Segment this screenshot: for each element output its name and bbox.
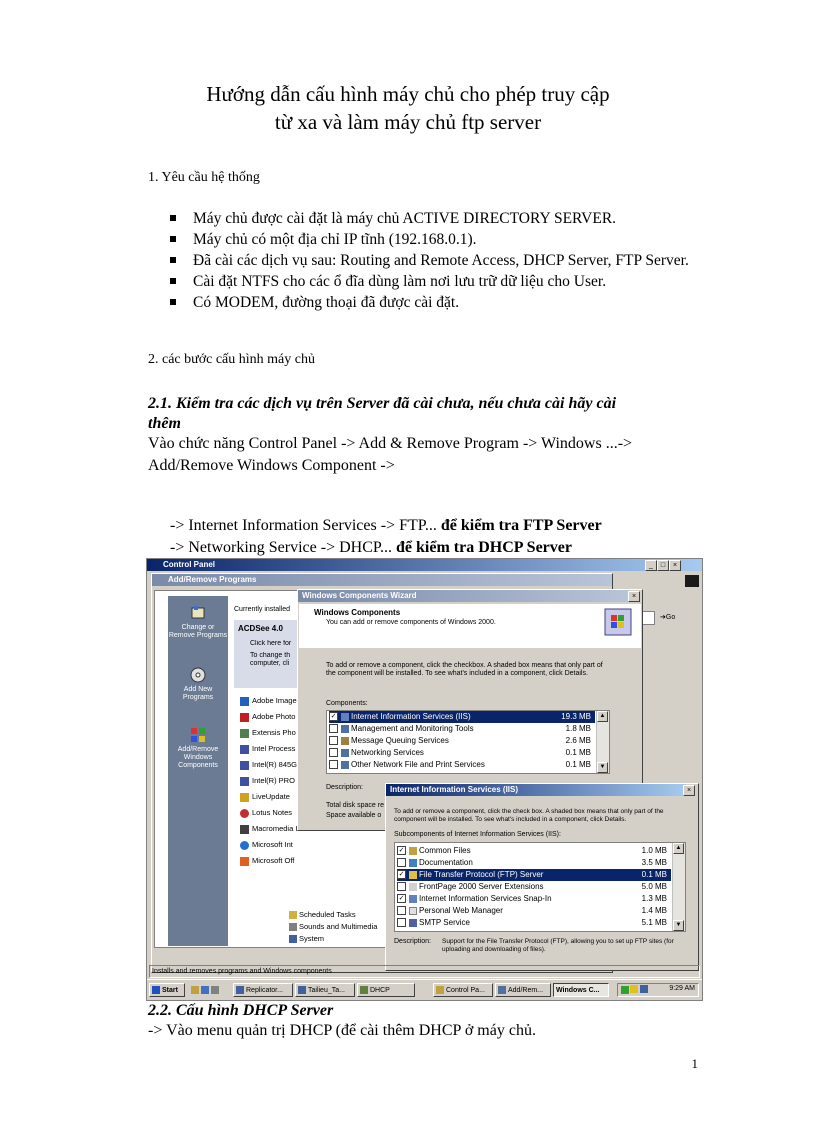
iis-instructions: To add or remove a component, click the check box. A shaded box means that only part of the component will be installed. To see what's included in a component, click Details. [394, 808, 664, 823]
subcomponent-name: SMTP Service [419, 918, 470, 927]
program-name: Macromedia I [252, 824, 298, 833]
snapin-icon [409, 895, 417, 903]
subcomponent-name: Internet Information Services Snap-In [419, 894, 552, 903]
component-row[interactable] [329, 735, 595, 747]
subcomponent-row[interactable] [397, 917, 671, 929]
taskbar-item[interactable] [233, 983, 293, 997]
program-icon [240, 713, 249, 722]
checkbox[interactable] [329, 736, 338, 745]
subcomponent-size: 1.4 MB [641, 906, 667, 915]
program-icon [240, 809, 249, 818]
program-name: Adobe Image [252, 696, 297, 705]
program-icon [240, 825, 249, 834]
desktop-icon[interactable] [191, 986, 199, 994]
folder-icon [409, 847, 417, 855]
section-1-heading: 1. Yêu cầu hệ thống [148, 170, 260, 185]
list-item[interactable] [289, 933, 377, 945]
subcomponent-name: File Transfer Protocol (FTP) Server [419, 870, 544, 879]
section-2-heading: 2. các bước cấu hình máy chủ [148, 352, 315, 367]
web-manager-icon [409, 907, 417, 915]
windows-screenshot [146, 558, 703, 1001]
taskbar-item[interactable] [433, 983, 493, 997]
program-name: Adobe Photo [252, 712, 296, 721]
iis-subcomponents-label: Subcomponents of Internet Information Services (IIS): [394, 831, 561, 838]
step-dhcp-text: -> Networking Service -> DHCP... [170, 539, 397, 556]
cd-icon [189, 666, 207, 684]
iis-icon [341, 713, 349, 721]
go-label: Go [665, 614, 676, 621]
subcomponent-row[interactable] [397, 869, 671, 881]
queue-icon [341, 737, 349, 745]
control-panel-icon [436, 986, 444, 994]
left-pane-label: Change or Remove Programs [168, 624, 228, 639]
computer-icon [289, 935, 297, 943]
iis-description-label: Description: [394, 938, 431, 945]
step-ftp-text: -> Internet Information Services -> FTP... [170, 517, 441, 534]
checkbox[interactable]: ✓ [330, 713, 337, 721]
subcomponent-row[interactable] [397, 857, 671, 869]
start-label: Start [162, 987, 178, 994]
frontpage-icon [409, 883, 417, 891]
component-name: Internet Information Services (IIS) [351, 712, 471, 721]
go-button[interactable]: ➔Go [660, 614, 676, 621]
iis-description-text: Support for the File Transfer Protocol (FTP), allowing you to set up FTP sites (for uploading and downloading of files). [442, 938, 674, 953]
change-remove-icon [189, 604, 207, 622]
program-name: Intel Process [252, 744, 296, 753]
subcomponent-row[interactable] [397, 881, 671, 893]
program-icon [240, 857, 249, 866]
paragraph-2-1-line-2: Add/Remove Windows Component -> [148, 457, 395, 474]
taskbar-item-label: Add/Rem... [508, 987, 544, 994]
total-disk-label: Total disk space re [326, 802, 384, 809]
tools-icon [341, 725, 349, 733]
list-item: Có MODEM, đường thoại đã được cài đặt. [168, 292, 708, 313]
program-row[interactable] [240, 774, 302, 788]
left-pane-label: Add New Programs [182, 686, 214, 701]
item-label: Scheduled Tasks [299, 910, 356, 919]
subcomponent-name: Personal Web Manager [419, 906, 503, 915]
program-row[interactable] [240, 742, 302, 756]
program-icon [240, 761, 249, 770]
add-remove-title: Add/Remove Programs [168, 575, 257, 584]
component-row[interactable] [329, 723, 595, 735]
subcomponent-size: 3.5 MB [641, 858, 667, 867]
program-row[interactable] [240, 838, 302, 852]
program-row[interactable] [240, 854, 302, 868]
item-label: Sounds and Multimedia [299, 922, 378, 931]
subcomponent-name: Documentation [419, 858, 473, 867]
program-icon [240, 793, 249, 802]
status-bar: Installs and removes programs and Windows components [149, 965, 700, 978]
taskbar-item-active[interactable] [553, 983, 609, 997]
list-item: Đã cài các dịch vụ sau: Routing and Remote Access, DHCP Server, FTP Server. [168, 250, 708, 271]
network-icon [341, 749, 349, 757]
scroll-up-icon[interactable]: ▲ [673, 843, 684, 854]
component-row[interactable] [329, 711, 595, 723]
network-icon [341, 761, 349, 769]
iis-subcomponents-list[interactable] [394, 842, 686, 932]
program-name: LiveUpdate [252, 792, 290, 801]
taskbar-item-label: Tailieu_Ta... [308, 987, 345, 994]
list-item[interactable] [289, 909, 377, 921]
scroll-up-icon[interactable]: ▲ [597, 711, 608, 722]
checkbox[interactable]: ✓ [398, 895, 405, 903]
to-change-text: To change th computer, cli [250, 652, 291, 667]
subcomponent-row[interactable] [397, 905, 671, 917]
program-icon [240, 697, 249, 706]
step-ftp-bold: để kiểm tra FTP Server [440, 517, 602, 534]
subcomponent-name: FrontPage 2000 Server Extensions [419, 882, 544, 891]
wizard-titlebar [298, 590, 630, 602]
word-icon [298, 986, 306, 994]
subcomponent-name: Common Files [419, 846, 471, 855]
add-remove-icon [498, 986, 506, 994]
close-icon[interactable]: × [628, 591, 640, 602]
page-number: 1 [691, 1056, 698, 1071]
subsection-2-1-heading-line-2: thêm [148, 415, 181, 432]
requirements-list [168, 208, 708, 313]
program-name: Intel(R) 845G [252, 760, 298, 769]
program-row[interactable] [240, 758, 302, 772]
program-row[interactable] [240, 822, 302, 836]
checkbox[interactable] [329, 760, 338, 769]
step-dhcp-bold: để kiểm tra DHCP Server [396, 539, 572, 556]
subsection-2-2-heading: 2.2. Cấu hình DHCP Server [148, 1002, 334, 1019]
component-name: Networking Services [351, 748, 424, 757]
program-row[interactable] [240, 694, 302, 708]
component-size: 19.3 MB [561, 712, 591, 721]
taskbar-item-label: Windows C... [556, 987, 600, 994]
program-icon [240, 745, 249, 754]
network-tray-icon[interactable] [621, 986, 629, 994]
item-label: System [299, 934, 325, 943]
windows-components-icon [604, 608, 632, 636]
subcomponent-size: 1.3 MB [641, 894, 667, 903]
program-row[interactable] [240, 726, 302, 740]
document-title-line-1: Hướng dẫn cấu hình máy chủ cho phép truy cập [206, 82, 610, 106]
subcomponent-size: 5.1 MB [641, 918, 667, 927]
step-ftp [170, 517, 602, 535]
component-row[interactable] [329, 747, 595, 759]
taskbar-item-label: DHCP [370, 987, 390, 994]
program-name: Microsoft Off [252, 856, 295, 865]
clock: 9:29 AM [669, 985, 695, 992]
component-size: 0.1 MB [565, 760, 591, 769]
taskbar-item-label: Replicator... [246, 987, 283, 994]
currently-installed-label: Currently installed [234, 606, 291, 613]
checkbox[interactable] [397, 918, 406, 927]
dhcp-icon [360, 986, 368, 994]
component-size: 1.8 MB [565, 724, 591, 733]
checkbox[interactable]: ✓ [398, 871, 405, 879]
scheduled-tasks-icon [289, 911, 297, 919]
windows-flag-icon [685, 575, 699, 587]
windows-logo-icon [189, 726, 207, 744]
add-remove-windows-components-button[interactable] [168, 726, 228, 770]
ie-icon[interactable] [201, 986, 209, 994]
program-row[interactable] [240, 710, 302, 724]
description-label: Description: [326, 784, 363, 791]
checkbox[interactable] [397, 906, 406, 915]
subcomponent-size: 1.0 MB [641, 846, 667, 855]
quick-launch [191, 985, 231, 995]
iis-titlebar [386, 784, 686, 796]
click-here-text: Click here for [250, 640, 292, 647]
paragraph-2-1-line-1: Vào chức năng Control Panel -> Add & Remove Program -> Windows ...-> [148, 435, 633, 452]
program-row[interactable] [240, 806, 302, 820]
taskbar-item-label: Control Pa... [446, 987, 485, 994]
taskbar-item[interactable] [495, 983, 551, 997]
subcomponent-size: 0.1 MB [641, 870, 667, 879]
ftp-folder-icon [409, 871, 417, 879]
subcomponent-size: 5.0 MB [641, 882, 667, 891]
taskbar [147, 979, 702, 1000]
program-row[interactable] [240, 790, 302, 804]
checkbox[interactable] [397, 882, 406, 891]
tray-icon[interactable] [640, 985, 648, 993]
control-panel-titlebar [147, 559, 702, 571]
components-list[interactable] [326, 710, 610, 774]
left-pane-label: Add/Remove Windows Components [177, 746, 219, 769]
close-icon[interactable]: × [683, 785, 695, 796]
program-icon [240, 777, 249, 786]
scroll-down-icon[interactable]: ▼ [673, 920, 684, 931]
step-dhcp [170, 539, 572, 557]
app-icon [236, 986, 244, 994]
program-icon [240, 841, 249, 850]
explorer-icon[interactable] [211, 986, 219, 994]
checkbox[interactable]: ✓ [398, 847, 405, 855]
scrollbar[interactable] [672, 843, 685, 931]
close-icon[interactable]: × [669, 560, 681, 571]
checkbox[interactable] [329, 724, 338, 733]
components-label: Components: [326, 700, 368, 707]
taskbar-item[interactable] [295, 983, 355, 997]
iis-dialog [385, 783, 699, 971]
wizard-title: Windows Components Wizard [302, 591, 417, 600]
checkbox[interactable] [397, 858, 406, 867]
subcomponent-row[interactable] [397, 893, 671, 905]
control-panel-title: Control Panel [163, 560, 216, 569]
system-tray [617, 983, 699, 997]
component-name: Other Network File and Print Services [351, 760, 485, 769]
control-panel-items [289, 909, 377, 945]
list-item[interactable] [289, 921, 377, 933]
program-icon [240, 729, 249, 738]
checkbox[interactable] [329, 748, 338, 757]
left-pane [168, 596, 228, 946]
list-item: Máy chủ có một địa chỉ IP tĩnh (192.168.0.1). [168, 229, 708, 250]
smtp-icon [409, 919, 417, 927]
taskbar-item[interactable] [357, 983, 415, 997]
wc-subtitle: You can add or remove components of Windows 2000. [326, 619, 496, 626]
start-button[interactable] [149, 983, 185, 997]
add-new-programs-button[interactable] [168, 666, 228, 702]
wc-instructions: To add or remove a component, click the checkbox. A shaded box means that only part of the component will be installed. To see what's included in a component, click Details. [326, 662, 603, 677]
program-name: Microsoft Int [252, 840, 293, 849]
list-item: Cài đặt NTFS cho các ổ đĩa dùng làm nơi lưu trữ dữ liệu cho User. [168, 271, 708, 292]
maximize-icon[interactable]: □ [657, 560, 669, 571]
iis-title: Internet Information Services (IIS) [390, 785, 519, 794]
subcomponent-row[interactable] [397, 845, 671, 857]
component-size: 0.1 MB [565, 748, 591, 757]
speaker-icon [289, 923, 297, 931]
program-name: Lotus Notes [252, 808, 293, 817]
change-remove-programs-button[interactable] [168, 604, 228, 640]
list-item: Máy chủ được cài đặt là máy chủ ACTIVE DIRECTORY SERVER. [168, 208, 708, 229]
documentation-icon [409, 859, 417, 867]
scrollbar[interactable] [596, 711, 609, 773]
minimize-icon[interactable]: _ [645, 560, 657, 571]
subsection-2-1-heading-line-1: 2.1. Kiểm tra các dịch vụ trên Server đã cài chưa, nếu chưa cài hãy cài [148, 395, 617, 412]
program-name: Intel(R) PRO [252, 776, 295, 785]
wc-heading: Windows Components [314, 608, 401, 617]
component-size: 2.6 MB [565, 736, 591, 745]
add-remove-titlebar [152, 574, 612, 586]
component-row[interactable] [329, 759, 595, 771]
scroll-down-icon[interactable]: ▼ [597, 762, 608, 773]
component-name: Message Queuing Services [351, 736, 449, 745]
volume-icon[interactable] [630, 985, 638, 993]
paragraph-2-2: -> Vào menu quản trị DHCP (để cài thêm DHCP ở máy chủ. [148, 1022, 536, 1039]
program-name: Extensis Pho [252, 728, 296, 737]
document-title-line-2: từ xa và làm máy chủ ftp server [274, 110, 542, 134]
component-name: Management and Monitoring Tools [351, 724, 474, 733]
first-program-name: ACDSee 4.0 [238, 624, 283, 633]
space-available-label: Space available o [326, 812, 382, 819]
windows-logo-icon [152, 986, 160, 994]
